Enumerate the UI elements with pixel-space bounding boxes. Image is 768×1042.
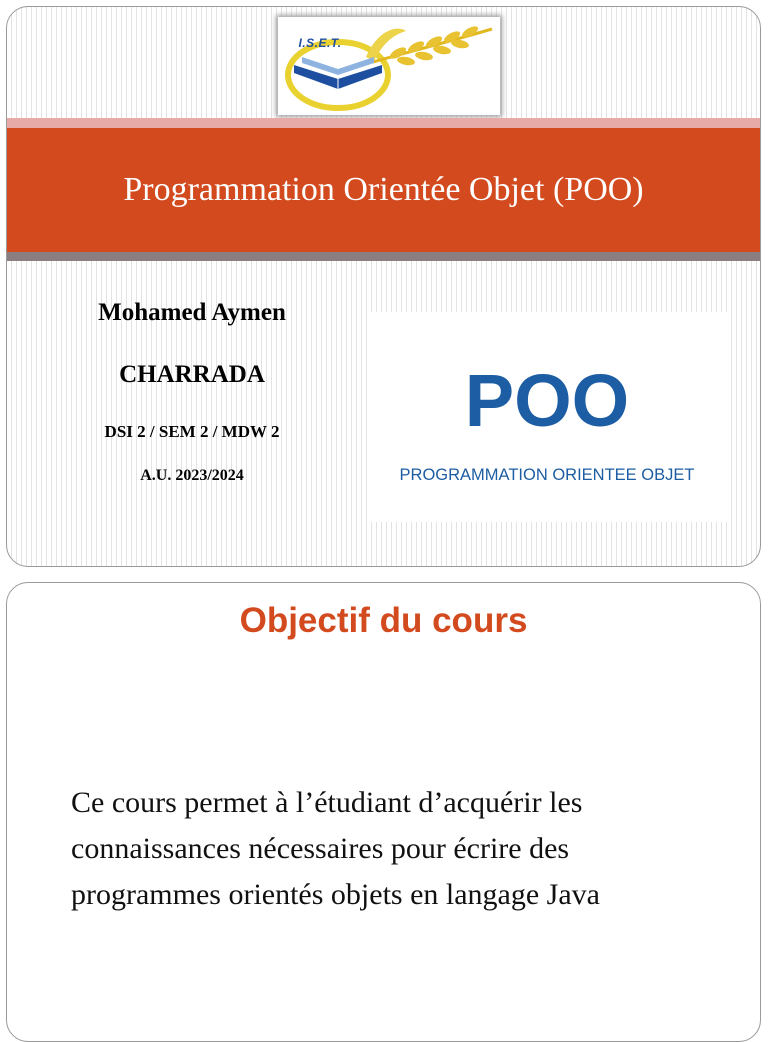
title-band	[7, 128, 760, 252]
iset-emblem-icon	[278, 17, 500, 115]
iset-logo	[278, 17, 500, 115]
slide-2	[6, 582, 761, 1042]
logo-text: I.S.E.T.	[298, 36, 342, 50]
author-last-name: CHARRADA	[119, 361, 265, 388]
presentation-title: Programmation Orientée Objet (POO)	[123, 171, 644, 208]
grey-band	[7, 252, 760, 261]
slide-1	[6, 6, 761, 567]
poo-big-text: POO	[464, 359, 630, 442]
academic-year: A.U. 2023/2024	[140, 467, 244, 484]
slide2-title: Objectif du cours	[239, 601, 528, 640]
poo-image	[367, 312, 727, 522]
pink-band	[7, 118, 760, 128]
class-info: DSI 2 / SEM 2 / MDW 2	[104, 422, 280, 441]
poo-subtitle: PROGRAMMATION ORIENTEE OBJET	[399, 466, 695, 484]
slide2-body: Ce cours permet à l’étudiant d’acquérir les connaissances nécessaires pour écrire des programmes orientés objets en langage Java	[71, 786, 600, 911]
author-first-name: Mohamed Aymen	[98, 299, 286, 326]
